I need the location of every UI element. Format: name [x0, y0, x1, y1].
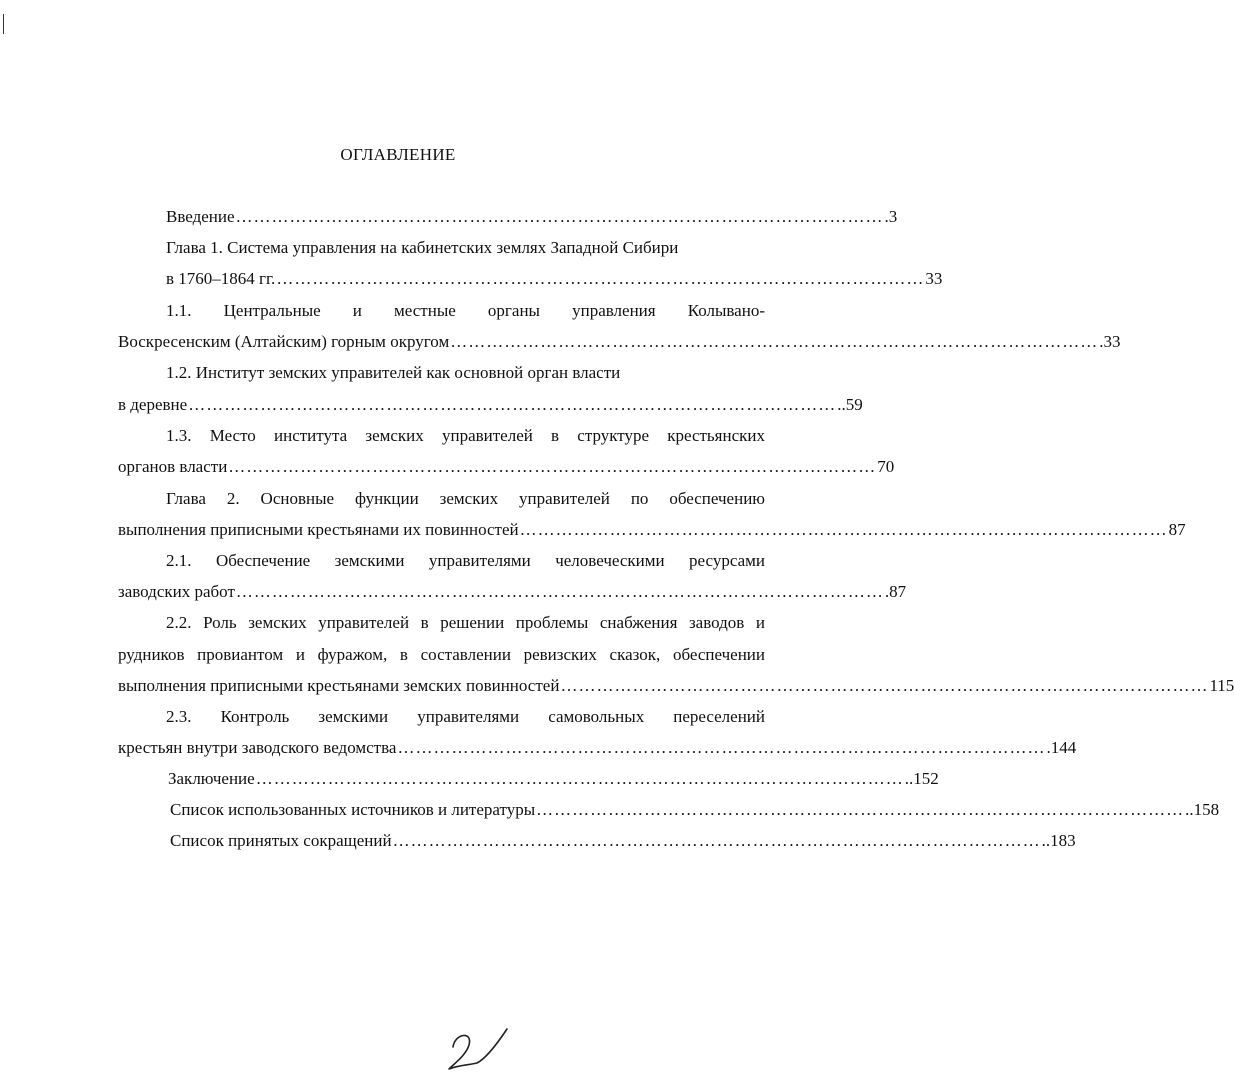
toc-entry-text: в 1760–1864 гг.	[166, 269, 276, 288]
toc-entry-section-1-2-cont[interactable]	[118, 390, 863, 420]
leader-dots: ………………………………………………………………………………………………	[235, 207, 884, 226]
leader-dots: ………………………………………………………………………………………………	[235, 582, 884, 601]
margin-mark	[3, 14, 4, 34]
toc-entry-section-1-1[interactable]	[166, 296, 765, 326]
toc-entry-text: 2.1. Обеспечение земскими управителями человеческими ресурсами	[166, 551, 765, 570]
toc-entry-abbreviations[interactable]	[170, 826, 1076, 856]
toc-entry-text: Глава 1. Система управления на кабинетских землях Западной Сибири	[166, 238, 679, 257]
toc-page-number: .33	[1099, 332, 1121, 351]
toc-entry-text: Введение	[166, 207, 235, 226]
toc-entry-text: 2.2. Роль земских управителей в решении проблемы снабжения заводов и	[166, 613, 765, 632]
toc-page-number: .87	[884, 582, 907, 601]
leader-dots: ………………………………………………………………………………………………	[228, 457, 877, 476]
toc-entry-section-2-2[interactable]	[166, 608, 765, 638]
page-title: ОГЛАВЛЕНИЕ	[340, 145, 456, 164]
toc-entry-section-1-2[interactable]	[166, 358, 746, 388]
toc-page-number: ..183	[1041, 831, 1076, 850]
toc-entry-section-1-3[interactable]	[166, 421, 765, 451]
toc-entry-text: Воскресенским (Алтайским) горным округом	[118, 332, 450, 351]
toc-page-number: ..59	[837, 395, 863, 414]
handwritten-two-stroke	[449, 1029, 507, 1069]
toc-entry-text: крестьян внутри заводского ведомства	[118, 738, 397, 757]
toc-entry-chapter-1-cont[interactable]	[166, 264, 943, 294]
toc-page-number: .144	[1046, 738, 1077, 757]
toc-entry-text: заводских работ	[118, 582, 235, 601]
toc-entry-text: 1.3. Место института земских управителей в структуре крестьянских	[166, 426, 765, 445]
toc-entry-conclusion[interactable]	[168, 764, 939, 794]
toc-entry-text: 1.2. Институт земских управителей как основной орган власти	[166, 363, 621, 382]
toc-entry-intro[interactable]	[166, 202, 898, 232]
leader-dots: ………………………………………………………………………………………………	[397, 738, 1046, 757]
toc-entry-text: Список использованных источников и литературы	[170, 800, 536, 819]
toc-entry-chapter-2[interactable]	[166, 484, 765, 514]
toc-page-number: 33	[925, 269, 943, 288]
leader-dots: ………………………………………………………………………………………………	[188, 395, 837, 414]
toc-entry-text: Заключение	[168, 769, 255, 788]
toc-entry-section-2-2-cont1[interactable]	[118, 640, 765, 670]
toc-entry-text: выполнения приписными крестьянами земских повинностей	[118, 676, 560, 695]
toc-entry-section-2-2-cont2[interactable]	[118, 671, 1234, 701]
leader-dots: ………………………………………………………………………………………………	[519, 520, 1168, 539]
toc-entry-text: Список принятых сокращений	[170, 831, 392, 850]
toc-entry-section-2-1-cont[interactable]	[118, 577, 907, 607]
leader-dots: ………………………………………………………………………………………………	[392, 831, 1041, 850]
toc-entry-section-2-1[interactable]	[166, 546, 765, 576]
leader-dots: ………………………………………………………………………………………………	[255, 769, 904, 788]
toc-entry-text: 2.3. Контроль земскими управителями самовольных переселений	[166, 707, 765, 726]
toc-entry-section-1-3-cont[interactable]	[118, 452, 895, 482]
toc-entry-text: 1.1. Центральные и местные органы управления Колывано-	[166, 301, 765, 320]
toc-page-number: ..152	[904, 769, 939, 788]
toc-page-number: .3	[884, 207, 898, 226]
leader-dots: ………………………………………………………………………………………………	[560, 676, 1209, 695]
leader-dots: ………………………………………………………………………………………………	[536, 800, 1185, 819]
toc-entry-chapter-2-cont[interactable]	[118, 515, 1186, 545]
toc-page-number: ..158	[1185, 800, 1220, 819]
toc-page-number: 87	[1168, 520, 1186, 539]
toc-entry-sources[interactable]	[170, 795, 1220, 825]
leader-dots: ………………………………………………………………………………………………	[276, 269, 925, 288]
handwritten-page-number-value: 2	[445, 1025, 446, 1026]
handwritten-page-number	[445, 1025, 515, 1075]
toc-entry-text: выполнения приписными крестьянами их повинностей	[118, 520, 519, 539]
toc-entry-text: органов власти	[118, 457, 228, 476]
toc-entry-text: рудников провиантом и фуражом, в составлении ревизских сказок, обеспечении	[118, 645, 765, 664]
toc-page-number: 70	[877, 457, 895, 476]
toc-entry-text: в деревне	[118, 395, 188, 414]
toc-entry-section-2-3[interactable]	[166, 702, 765, 732]
toc-entry-section-1-1-cont[interactable]	[118, 327, 1121, 357]
toc-page-number: 115	[1209, 676, 1234, 695]
toc-entry-chapter-1[interactable]	[166, 233, 746, 263]
leader-dots: ………………………………………………………………………………………………	[450, 332, 1099, 351]
toc-entry-text: Глава 2. Основные функции земских управителей по обеспечению	[166, 489, 765, 508]
toc-entry-section-2-3-cont[interactable]	[118, 733, 1077, 763]
